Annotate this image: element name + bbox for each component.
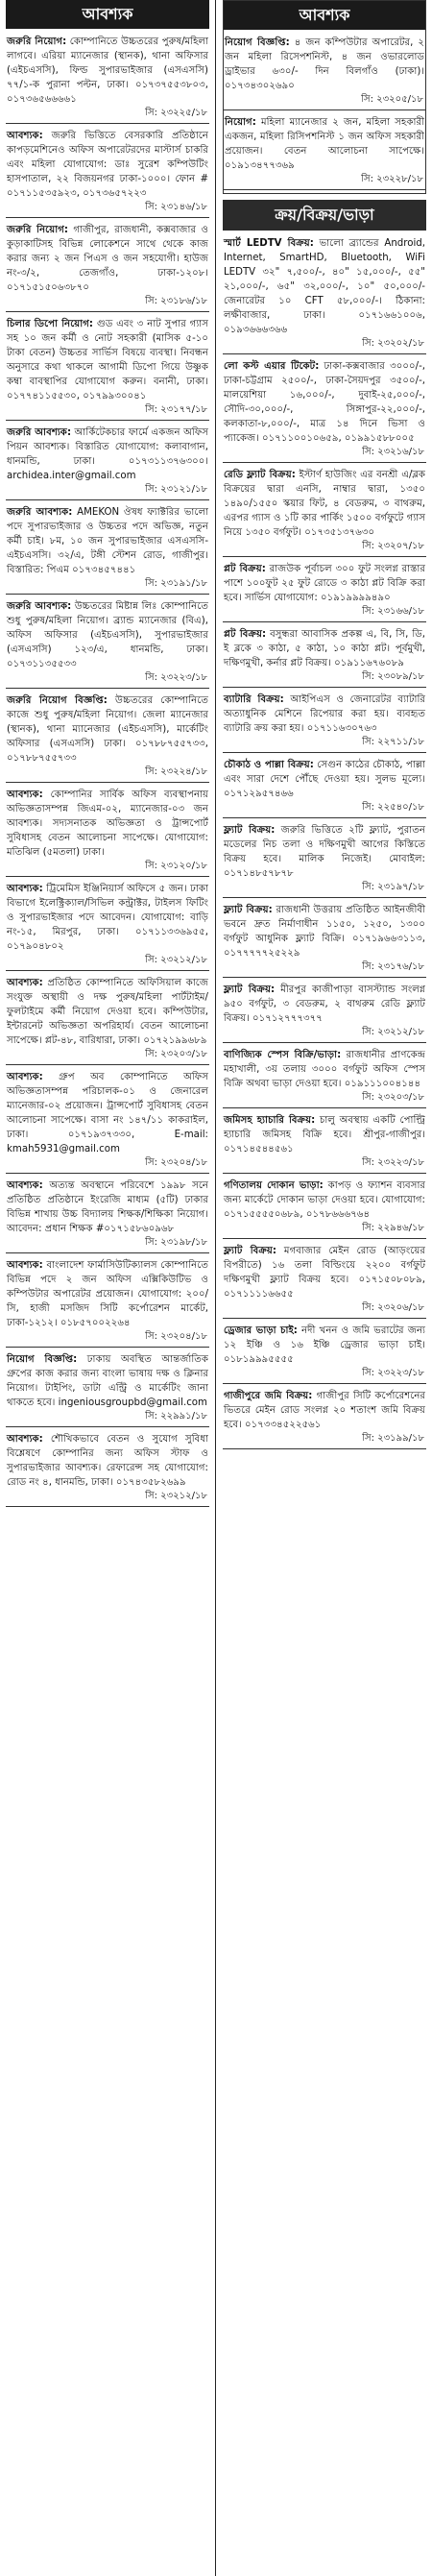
ad-reference: সি: ২৩১৯৯/১৮ xyxy=(362,1433,424,1444)
right-top-box xyxy=(223,0,426,194)
ad-separator xyxy=(6,1173,209,1174)
ad-body: গাজীপুর সিটি কর্পোরেশনের ভিতরে মেইন রোড সংলগ্ন ২০ শতাংশ জমি বিক্রয় হবে। ০১৭৩৩৪৫২২৫৬১ xyxy=(224,1391,425,1430)
ad-lead: জরুরি নিয়োগ: xyxy=(7,36,67,47)
ad-text xyxy=(6,221,209,295)
ad-lead: প্লট বিক্রয়: xyxy=(224,564,266,574)
classified-ad xyxy=(6,1256,209,1348)
ad-separator xyxy=(223,1107,426,1108)
left-ad-list xyxy=(6,33,209,1507)
ad-body: রাজধানী উত্তরায় প্রতিষ্ঠিত আইনজীবী ভবনে দ্রুত নির্মাণাধীন ১১৫০, ১২৫০, ১৩০০ বর্গফুট আধুনিক ফ্ল্যাট বিক্রি। ০১৭১৯৬৬৩১১৩, ০১৭৭৭৭৭২৫২২৯ xyxy=(224,905,426,959)
ad-text xyxy=(6,597,209,671)
ad-body: গাজীপুর, রাজধানী, কক্সবাজার ও কুড়াকাটিসহ বিভিন্ন লোকেশনে সাথে থেকে কাজ করার জন্য ২ জন পিএস ও জন সহযোগী। হাউজ নং-৩/২, তেজগাঁও, ঢাকা-১২০৮। ০১৭১৫১৫০৬৩৮৭০ xyxy=(7,225,208,293)
ad-text xyxy=(6,1350,209,1410)
ad-lead: নিয়োগ বিজ্ঞপ্তি: xyxy=(7,1354,78,1365)
ad-lead: গাজীপুরে জমি বিক্রয়: xyxy=(224,1391,313,1401)
ad-reference: সি: ২৩২০৭/১৮ xyxy=(362,541,424,551)
ad-text xyxy=(223,357,426,446)
right-section-header: আবশ্যক xyxy=(224,1,425,30)
ad-separator xyxy=(224,109,425,110)
ad-body: রাজউক পূর্বাচল ৩০০ ফুট সংলগ্ন রাস্তার পাশে ১০০ফুট ২৫ ফুট রোডে ৩ কাঠা প্লট বিক্রি করা হবে। সার্ভিস যোগাযোগ: ০১৯১৯৯৯৯৪৯০ xyxy=(224,564,425,603)
classified-ad xyxy=(6,424,209,500)
classified-ad xyxy=(224,34,425,110)
ad-text xyxy=(223,625,426,670)
ad-lead: আবশ্যক: xyxy=(7,1434,43,1445)
ad-lead: ফ্ল্যাট বিক্রয়: xyxy=(224,905,273,915)
ad-body: বসুন্ধরা আবাসিক প্রকল্প এ, বি, সি, ডি, ই ব্লকে ৩ কাঠা, ৫ কাঠা, ১০ কাঠা প্লট। পূর্বমুখী, দক্ষিণমুখী, কর্নার প্লট বিক্রয়। ০১৯১১৬৭৬০৮৯ xyxy=(224,629,425,668)
ad-lead: ড্রেজার ভাড়া চাই: xyxy=(224,1325,298,1336)
classified-ad xyxy=(6,692,209,783)
ad-text xyxy=(6,1256,209,1330)
ad-reference: সি: ২৩২০৪/১৮ xyxy=(145,1331,207,1342)
classified-ad xyxy=(6,315,209,421)
classified-ad xyxy=(6,33,209,124)
ad-body: ঢাকা-কক্সবাজার ৩০০০/-, ঢাকা-চট্টগ্রাম ২৫০০/-, ঢাকা-সৈয়দপুর ৩৫০০/-, মালয়েশিয়া ১৬,০০০/-, দুবাই-২৫,০০০/-, সৌদি-৩০,০০০/-, সিঙ্গাপুর-২২,০০০/-, কলকাতা-৮,০০০/-, মাত্র ১৪ দিনে ভিসা ও প্যাকেজ। ০১৭১১০০১০৬৫৯, ০১৯৯১৫৮৮০০৫ xyxy=(224,361,425,444)
classified-ad xyxy=(6,1350,209,1427)
classified-ad xyxy=(6,974,209,1065)
ad-lead: স্মার্ট LEDTV বিক্রয়: xyxy=(224,238,314,249)
ad-lead: চিলার ডিপো নিয়োগ: xyxy=(7,319,93,329)
classified-ad xyxy=(6,880,209,971)
ad-separator xyxy=(223,752,426,753)
ad-reference: সি: ২২৯৪৬/১৮ xyxy=(362,1223,424,1233)
ad-text xyxy=(223,560,426,605)
classified-ad xyxy=(223,625,426,688)
ad-text xyxy=(223,1322,426,1367)
classified-ad xyxy=(223,1111,426,1174)
ad-reference: সি: ২২৭১১/১৮ xyxy=(362,737,424,747)
ad-separator xyxy=(223,462,426,463)
ad-separator xyxy=(223,1318,426,1319)
ad-text xyxy=(223,1242,426,1301)
ad-reference: সি: ২৩২২৮/১৮ xyxy=(361,174,423,184)
ad-body: শৌখিকভাবে বেতন ও সুযোগ সুবিধা বিশ্লেষণে কোম্পানির জন্য অফিস স্টাফ ও সুপারভাইজার আবশ্যক। রেফারেন্স সহ যোগাযোগ: রোড নং ৪, ধানমন্ডি, ঢাকা। ০১৭৪৩৫৮২৬৯৯ xyxy=(7,1434,208,1488)
ad-text xyxy=(223,1111,426,1156)
ad-body: নদী খনন ও জমি ভরাটের জন্য ১২ ইঞ্চি ও ১৬ ইঞ্চি ড্রেজার ভাড়া চাই। ০১৮১৯৯৯৫৫৫৫ xyxy=(224,1325,425,1365)
ad-text xyxy=(223,466,426,540)
ad-separator xyxy=(223,817,426,818)
ad-separator xyxy=(6,499,209,500)
ad-body: AMEKON ঔষধ ফ্যাক্টরির ভালো পদে সুপারভাইজার ও উচ্চতর পদে অভিজ্ঞ, নতুন কর্মী চাই। ৮ম, ১০ জন সুপারভাইজার এসএসসি-এইচএসসি। ৩২/এ, টঙ্গী স্টেশন রোড, গাজীপুর। বিস্তারিত: পিএম ০১৭৩৪৫৭৪৪১ xyxy=(7,507,208,575)
right-column xyxy=(223,0,426,1452)
ad-separator xyxy=(223,1238,426,1239)
ad-reference: সি: ২৩০৮৯/১৮ xyxy=(362,671,424,682)
ad-body: রাজধানীর প্রাণকেন্দ্র মহাখালী, ৩য় তলায় ৩০০০ বর্গফুট অফিস স্পেস বিক্রি অথবা ভাড়া দেওয়া হবে। ০১৯১১১০০৪১৪৪ xyxy=(224,1050,425,1089)
ad-reference: সি: ২৩২২৩/১৮ xyxy=(362,1157,424,1168)
classified-ad xyxy=(223,466,426,557)
left-section-header: আবশ্যক xyxy=(6,0,209,29)
ad-reference: সি: ২৩২০৩/১৮ xyxy=(362,1092,424,1103)
ad-lead: রেডি ফ্ল্যাট বিক্রয়: xyxy=(224,470,296,480)
ad-reference: সি: ২২৯৯১/১৮ xyxy=(145,1411,207,1422)
ad-reference: সি: ২৩২০৫/১৮ xyxy=(361,94,423,105)
ad-lead: আবশ্যক: xyxy=(7,790,43,800)
ad-body: ৪ জন কম্পিউটার অপারেটর, ২ জন মহিলা রিসেপশনিস্ট, ৪ জন ওভারলোড ড্রাইভার ৬৩০/- দিন বিলগাঁও (ঢাকা)। ০১৭৩৪৩০২৬৯০ xyxy=(225,37,424,91)
ad-text xyxy=(6,1177,209,1236)
ad-body: ইস্টার্ণ হাউজিং এর বনশ্রী এ/ব্লক বিক্রয়ের দ্বারা এনসি, নাম্বার দ্বারা, ১৩৫০ ১৪৯০/১৫৫০ স্কয়ার ফিট, ৪ বেডরুম, ৩ বাথরুম, এরপর গ্যাস ও ১টি কার পার্কিং ১৫০০ বর্গফুটে গ্যাস নিয়ে ১৩৫০ বর্গফুট। ০১৭৩৫১৩৭৬৩০ xyxy=(224,470,425,538)
ad-lead: ফ্ল্যাট বিক্রয়: xyxy=(224,825,276,836)
classified-ad xyxy=(223,981,426,1043)
ad-lead: জরুরি নিয়োগ বিজ্ঞপ্তি: xyxy=(7,695,108,706)
ad-lead: লো কস্ট এয়ার টিকেট: xyxy=(224,361,320,372)
ad-lead: বাণিজ্যিক স্পেস বিক্রি/ভাড়া: xyxy=(224,1050,342,1060)
ad-body: বাংলাদেশ ফার্মাসিউটিক্যালস কোম্পানিতে বিভিন্ন পদে ২ জন অফিস এক্সিকিউটিভ ও কম্পিউটার অপারেটর প্রয়োজন। যোগাযোগ: ২০০/সি, হাজী মসজিদ সিটি কর্পোরেশন মার্কেট, ঢাকা-১২১২। ০১৮৫৭০০২২৬৪ xyxy=(7,1260,208,1328)
ad-separator xyxy=(223,621,426,622)
ad-text xyxy=(224,113,425,173)
ad-separator xyxy=(6,1252,209,1253)
ad-text xyxy=(6,503,209,577)
ad-separator xyxy=(6,311,209,312)
classified-ad xyxy=(6,127,209,218)
left-column xyxy=(6,0,209,1510)
ad-lead: জরুরি নিয়োগ: xyxy=(7,225,68,235)
ad-reference: সি: ২৩২০২/১৮ xyxy=(362,338,424,349)
column-divider xyxy=(215,0,216,2576)
ad-reference: সি: ২৩২২৩/১৮ xyxy=(145,672,207,683)
classified-ad xyxy=(223,560,426,622)
ad-separator xyxy=(6,123,209,124)
ad-separator xyxy=(223,353,426,354)
ad-lead: আবশ্যক: xyxy=(7,1072,43,1082)
ad-lead: ব্যাটারি বিক্রয়: xyxy=(224,694,284,705)
ad-lead: গণিতালয় দোকান ভাড়া: xyxy=(224,1180,324,1191)
ad-text xyxy=(6,692,209,766)
ad-body: গুড এবং ৩ নাট সুপার গ্যাস সহ ১০ জন কর্মী ও নোট সহকারী (মাসিক ৫-১০ টাকা বেতন) উচ্চতর সার্ভিস বিষয়ে ব্যবস্থা। নিবন্ধন অনুসারে কথা থাকলে আগামী ডিপো গিয়ে উষ্ণুক কম্বা বাবস্থাপির যোগাযোগ করুন। বনানী, ঢাকা। ০১৭৭৪১১৫৫৩০, ০১৭৯৯৩০০৪১ xyxy=(7,319,208,401)
ad-text xyxy=(6,127,209,201)
ad-reference: সি: ২৩১৯৮/১৮ xyxy=(145,1237,207,1248)
ad-body: মীরপুর কাজীপাড়া বাসস্ট্যান্ড সংলগ্ন ৯৫০ বর্গফুট, ৩ বেডরুম, ২ বাথরুম রেডি ফ্ল্যাট বিক্রয়। ০১৭১২৭৭৭৩৭৭ xyxy=(224,984,425,1024)
ad-body: গ্রুপ অব কোম্পানিতে অফিস অভিজ্ঞতাসম্পন্ন পরিচালক-০১ ও জেনারেল ম্যানেজার-০২ প্রয়োজন। ট্রান্সপোর্ট সুবিধাসহ বেতন আলোচনা সাপেক্ষে। বাসা নং ১৪৭/১১ কাকরাইল, ঢাকা। ০১৭১৯৩৭৩৩০, E-mail: kmah5931@gmail.com xyxy=(7,1072,208,1154)
ad-lead: জমিসহ হ্যাচারি বিক্রয়: xyxy=(224,1115,316,1126)
ad-separator xyxy=(6,876,209,877)
ad-lead: আবশ্যক: xyxy=(7,1260,43,1271)
ad-body: উচ্চতরের মিষ্টান্ন লিঃ কোম্পানিতে শুধু পুরুষ/মহিলা নিয়োগ। ব্র্যান্ড ম্যানেজার (বিএ), অফিস অফিসার (এইচএসসি), সুপারভাইজার (এসএসসি) ১২৩/এ, ধানমন্ডি, ঢাকা। ০১৭৩১১৩৫৫৩৩ xyxy=(7,601,208,669)
ad-text xyxy=(224,34,425,93)
ad-reference: সি: ২৩২১২/১৮ xyxy=(145,955,207,965)
ad-lead: আবশ্যক: xyxy=(7,131,43,141)
classified-ad xyxy=(223,901,426,978)
ad-reference: সি: ২৩১৪৬/১৮ xyxy=(145,202,207,212)
ad-text xyxy=(223,1177,426,1222)
classified-page xyxy=(6,0,426,2576)
classified-ad xyxy=(6,1068,209,1174)
ad-reference: সি: ২৩১৭৬/১৮ xyxy=(362,961,424,972)
classified-ad xyxy=(223,821,426,898)
classified-ad xyxy=(6,221,209,312)
classified-ad xyxy=(223,1387,426,1449)
ad-body: মগবাজার মেইন রোড (আড়ংয়ের বিপরীতে) ১৬ তলা বিল্ডিংয়ে ২২০০ বর্গফুট দক্ষিণমুখী ফ্ল্যাট বিক্রয় হবে। ০১৭১৫০৮০৮৯, ০১৭১১১১৬৬৫৫ xyxy=(224,1246,426,1300)
ad-body: জরুরি ভিত্তিতে ২টি ফ্ল্যাট, পুরাতন মডেলের নিচ তলা ও দক্ষিণমুখী আগের কিস্তিতে বিক্রয় হবে। মালিক নিজেই। মোবাইল: ০১৭১৪৮৫৭৮৭৮ xyxy=(224,825,425,879)
ad-body: ভালো ব্র্যান্ডের Android, Internet, SmartHD, Bluetooth, WiFi LEDTV ৩২" ৭,৫০০/-, ৪০" ১৫,০০০/-, ৫৫" ২১,০০০/-, ৬৫" ৩২,০০০/-, ১০" ৫০,০০০/- জেনারেটর ১০ CFT ৫৮,০০০/-। ঠিকানা: লক্ষীবাজার, ঢাকা। ০১৭১৬৬১০০৬, ০১৯৩৬৬৬৩৬৬ xyxy=(224,238,425,335)
ad-body: মহিলা ম্যানেজার ২ জন, মহিলা সহকারী একজন, মহিলা রিসিপশনিস্ট ১ জন অফিস সহকারী প্রয়োজন। বেতন আলোচনা সাপেক্ষে। ০১৯১৩৪৭৭৩৬৯ xyxy=(225,117,424,171)
ad-body: প্রতিষ্ঠিত কোম্পানিতে অফিসিয়াল কাজে সংযুক্ত অস্থায়ী ও দক্ষ পুরুষ/মহিলা পার্টটাইম/ফুলটাইমে কর্মী নিয়োগ দেওয়া হবে। কম্পিউটার, ইন্টারনেট অভিজ্ঞতা অপরিহার্য। বেতন আলোচনা সাপেক্ষে। প্লট-৪৮, বারিধারা, ঢাকা। ০১৭২১৯৯৬৮৯ xyxy=(7,978,208,1046)
classified-ad xyxy=(223,1242,426,1319)
classified-ad xyxy=(224,113,425,190)
ad-lead: আবশ্যক: xyxy=(7,978,43,988)
classified-ad xyxy=(223,1322,426,1384)
ad-body: ট্রিমেমিস ইঞ্জিনিয়ার্স অফিসে ৫ জন। ঢাকা বিভাগে ইলেক্ট্রিক্যাল/সিভিল কন্ট্রাক্টর, টাইলস ফিটিং ও সুপারভাইজার পদে আবেদন। যোগাযোগ: বাড়ি নং-১৫, মিরপুর, ঢাকা। ০১৭১১৩৩৬৯৫৫, ০১৭৯০৪৮০২ xyxy=(7,884,208,952)
ad-lead: জরুরি আবশ্যক: xyxy=(7,507,73,518)
ad-body: আর্কিটেকচার ফার্মে একজন অফিস পিয়ন আবশ্যক। বিস্তারিত যোগাযোগ: কলাবাগান, ধানমন্ডি, ঢাকা। ০১৭৩১১৩৭৬৩০০। archidea.inter@gmail.com xyxy=(7,427,208,481)
ad-body: আইপিএস ও জেনারেটর ব্যাটারি অত্যাধুনিক মেশিনে রিপেয়ার করা হয়। ব্যবহৃত ব্যাটারি ক্রয় করা হয়। ০১৭১১৬৩০৭৬৩ xyxy=(224,694,425,734)
ad-lead: জরুরি আবশ্যক: xyxy=(7,601,72,612)
ad-separator xyxy=(6,1347,209,1348)
ad-separator xyxy=(224,189,425,190)
ad-text xyxy=(223,821,426,881)
ad-body: অত্যন্ত অবস্থানে পরিবেশে ১৯৯৮ সনে প্রতিষ্ঠিত প্রতিষ্ঠানে ইংরেজি মাধ্যম (৫টি) ঢাকার বিভিন্ন শাখায় উচ্চ বিদ্যালয় শিক্ষক/শিক্ষিকা নিয়োগ। আবেদন: প্রধান শিক্ষক #০১৭১৫৮৬০৯৬৮ xyxy=(7,1180,208,1234)
classified-ad xyxy=(223,1177,426,1239)
buy-sell-rent-header: ক্রয়/বিক্রয়/ভাড়া xyxy=(223,200,426,231)
ad-text xyxy=(223,691,426,736)
ad-reference: সি: ২৩২২৫/১৮ xyxy=(145,108,207,118)
ad-text xyxy=(223,756,426,801)
classified-ad xyxy=(223,357,426,463)
ad-body: কাপড় ও ফ্যাশন ব্যবসার জন্য মার্কেটে দোকান ভাড়া দেওয়া হবে। যোগাযোগ: ০১৭১৫৫৫৫০৬৮৯, ০১৭৮৬৬৬৭৬৪ xyxy=(224,1180,426,1220)
ad-text xyxy=(6,974,209,1048)
ad-text xyxy=(6,315,209,403)
classified-ad xyxy=(223,234,426,354)
ad-separator xyxy=(223,897,426,898)
ad-body: কোম্পানিতে উচ্চতরের পুরুষ/মহিলা লাগবে। এরিয়া ম্যানেজার (স্থানক), থানা অফিসার (এইচএসসি), ফিল্ড সুপারভাইজার (এসএসসি) ৭৭/১-ক পুরানা পল্টন, ঢাকা। ০১৭৩৭৫৫৩৮০৩, ০১৭৩৬৫৬৬৬৬১ xyxy=(7,36,208,105)
ad-separator xyxy=(6,970,209,971)
ad-reference: সি: ২৩২১৬/১৮ xyxy=(362,447,424,457)
ad-separator xyxy=(6,594,209,595)
ad-text xyxy=(223,234,426,337)
ad-separator xyxy=(6,1064,209,1065)
classified-ad xyxy=(6,1430,209,1507)
ad-lead: আবশ্যক: xyxy=(7,1180,43,1191)
ad-lead: ফ্ল্যাট বিক্রয়: xyxy=(224,1246,276,1256)
ad-separator xyxy=(6,1426,209,1427)
ad-lead: জরুরি আবশ্যক: xyxy=(7,427,72,438)
ad-body: উচ্চতরের কোম্পানিতে কাজে শুধু পুরুষ/মহিলা নিয়োগ। জেলা ম্যানেজার (স্থানক), থানা ম্যানেজার (এইচএসসি), মার্কেটিং অফিসার (এসএসসি) ঢাকা। ০১৭৮৮৭৫৫৭৩৩, ০১৭৮৮৭৫৫৭৩৩ xyxy=(7,695,208,764)
right-top-ad-list xyxy=(224,34,425,190)
ad-reference: সি: ২৩২২৩/১৮ xyxy=(362,1368,424,1378)
ad-text xyxy=(223,1387,426,1432)
ad-separator xyxy=(6,782,209,783)
ad-reference: সি: ২৩২১২/১৮ xyxy=(362,1027,424,1037)
ad-text xyxy=(6,880,209,954)
classified-ad xyxy=(223,691,426,753)
ad-text xyxy=(223,901,426,960)
ad-text xyxy=(6,1068,209,1156)
ad-reference: সি: ২৩১৯১/১৮ xyxy=(145,578,207,589)
ad-lead: নিয়োগ বিজ্ঞপ্তি: xyxy=(225,37,290,48)
ad-reference: সি: ২৩২১২/১৮ xyxy=(145,1491,207,1501)
ad-lead: আবশ্যক: xyxy=(7,884,43,894)
ad-text xyxy=(6,424,209,483)
ad-separator xyxy=(6,217,209,218)
ad-body: জরুরি ভিত্তিতে বেসরকারি প্রতিষ্ঠানে কাপড়মেশিনেও অফিস অপারেটরদের মাস্টার্স চাকরি এবং মহিলা যোগাযোগ: ডাঃ সুরেশ কম্পিউটিং হাসপাতাল, ২২ বিজয়নগর ঢাকা-১০০০। ফোন # ০১৭১১৫৩৫৯২৩, ০১৭৩৬৫৭২২৩ xyxy=(7,131,208,199)
ad-reference: সি: ২৩২০৪/১৮ xyxy=(145,1157,207,1168)
ad-reference: সি: ২৩১২০/১৮ xyxy=(145,861,207,871)
ad-reference: সি: ২৩২০৬/১৮ xyxy=(362,1302,424,1313)
right-sale-ad-list xyxy=(223,234,426,1449)
ad-body: চালু অবস্থায় একটি পোল্ট্রি হ্যাচারি জমিসহ বিক্রি হবে। শ্রীপুর-গাজীপুর। ০১৭১৪৫৪৪৫৬১ xyxy=(224,1115,425,1154)
ad-text xyxy=(223,1046,426,1091)
ad-separator xyxy=(223,977,426,978)
classified-ad xyxy=(6,786,209,877)
ad-separator xyxy=(223,1383,426,1384)
ad-separator xyxy=(6,1506,209,1507)
ad-reference: সি: ২৩১৯৭/১৮ xyxy=(362,882,424,892)
classified-ad xyxy=(6,597,209,689)
ad-lead: চৌকাঠ ও পাল্লা বিক্রয়: xyxy=(224,760,314,770)
classified-ad xyxy=(223,756,426,818)
ad-reference: সি: ২৩২০৩/১৮ xyxy=(145,1049,207,1059)
ad-lead: নিয়োগ: xyxy=(225,117,256,128)
ad-text xyxy=(223,981,426,1026)
ad-body: কোম্পানির সার্বিক অফিস ব্যবস্থাপনায় অভিজ্ঞতাসম্পন্ন জিএম-০২, ম্যানেজার-০৩ জন আবশ্যক। সদ্যসনাতক অভিজ্ঞতা ও ট্রান্সপোর্ট সুবিধাসহ বেতন আলোচনা সাপেক্ষে। যোগাযোগ: মতিঝিল (৫মতলা) ঢাকা। xyxy=(7,790,208,858)
classified-ad xyxy=(6,503,209,595)
ad-reference: সি: ২৩১২১/১৮ xyxy=(145,484,207,495)
ad-separator xyxy=(223,1448,426,1449)
classified-ad xyxy=(6,1177,209,1253)
ad-body: ঢাকায় অবস্থিত আন্তর্জাতিক গ্রুপের কাজ করার জন্য বাংলা ভাষায় দক্ষ ও ক্লিনার নিয়োগ। টাইপিং, ডাটা এন্ট্রি ও মার্কেটিং জানা থাকতে হবে। ingeniousgroupbd@gmail.com xyxy=(7,1354,209,1408)
ad-lead: ফ্ল্যাট বিক্রয়: xyxy=(224,984,276,995)
ad-reference: সি: ২৩১৭৭/১৮ xyxy=(145,404,207,415)
ad-lead: প্লট বিক্রয়: xyxy=(224,629,267,640)
ad-separator xyxy=(223,556,426,557)
classified-ad xyxy=(223,1046,426,1108)
ad-separator xyxy=(223,1173,426,1174)
ad-separator xyxy=(223,687,426,688)
ad-reference: সি: ২৩১৮৬/১৮ xyxy=(145,296,207,306)
ad-text xyxy=(6,33,209,107)
ad-reference: সি: ২৩১৬৬/১৮ xyxy=(362,606,424,617)
ad-separator xyxy=(6,688,209,689)
ad-text xyxy=(6,786,209,860)
ad-separator xyxy=(6,420,209,421)
ad-reference: সি: ২৩২২৪/১৮ xyxy=(145,766,207,777)
ad-separator xyxy=(223,1042,426,1043)
ad-text xyxy=(6,1430,209,1490)
ad-reference: সি: ২২৫৪০/১৮ xyxy=(362,802,424,813)
ad-body: সেগুন কাঠের চৌকাঠ, পাল্লা এবং সারা দেশে পৌঁছে দেওয়া হয়। সুলভ মূল্যে। ০১৭১২৯৫৭৪৬৬ xyxy=(224,760,425,799)
